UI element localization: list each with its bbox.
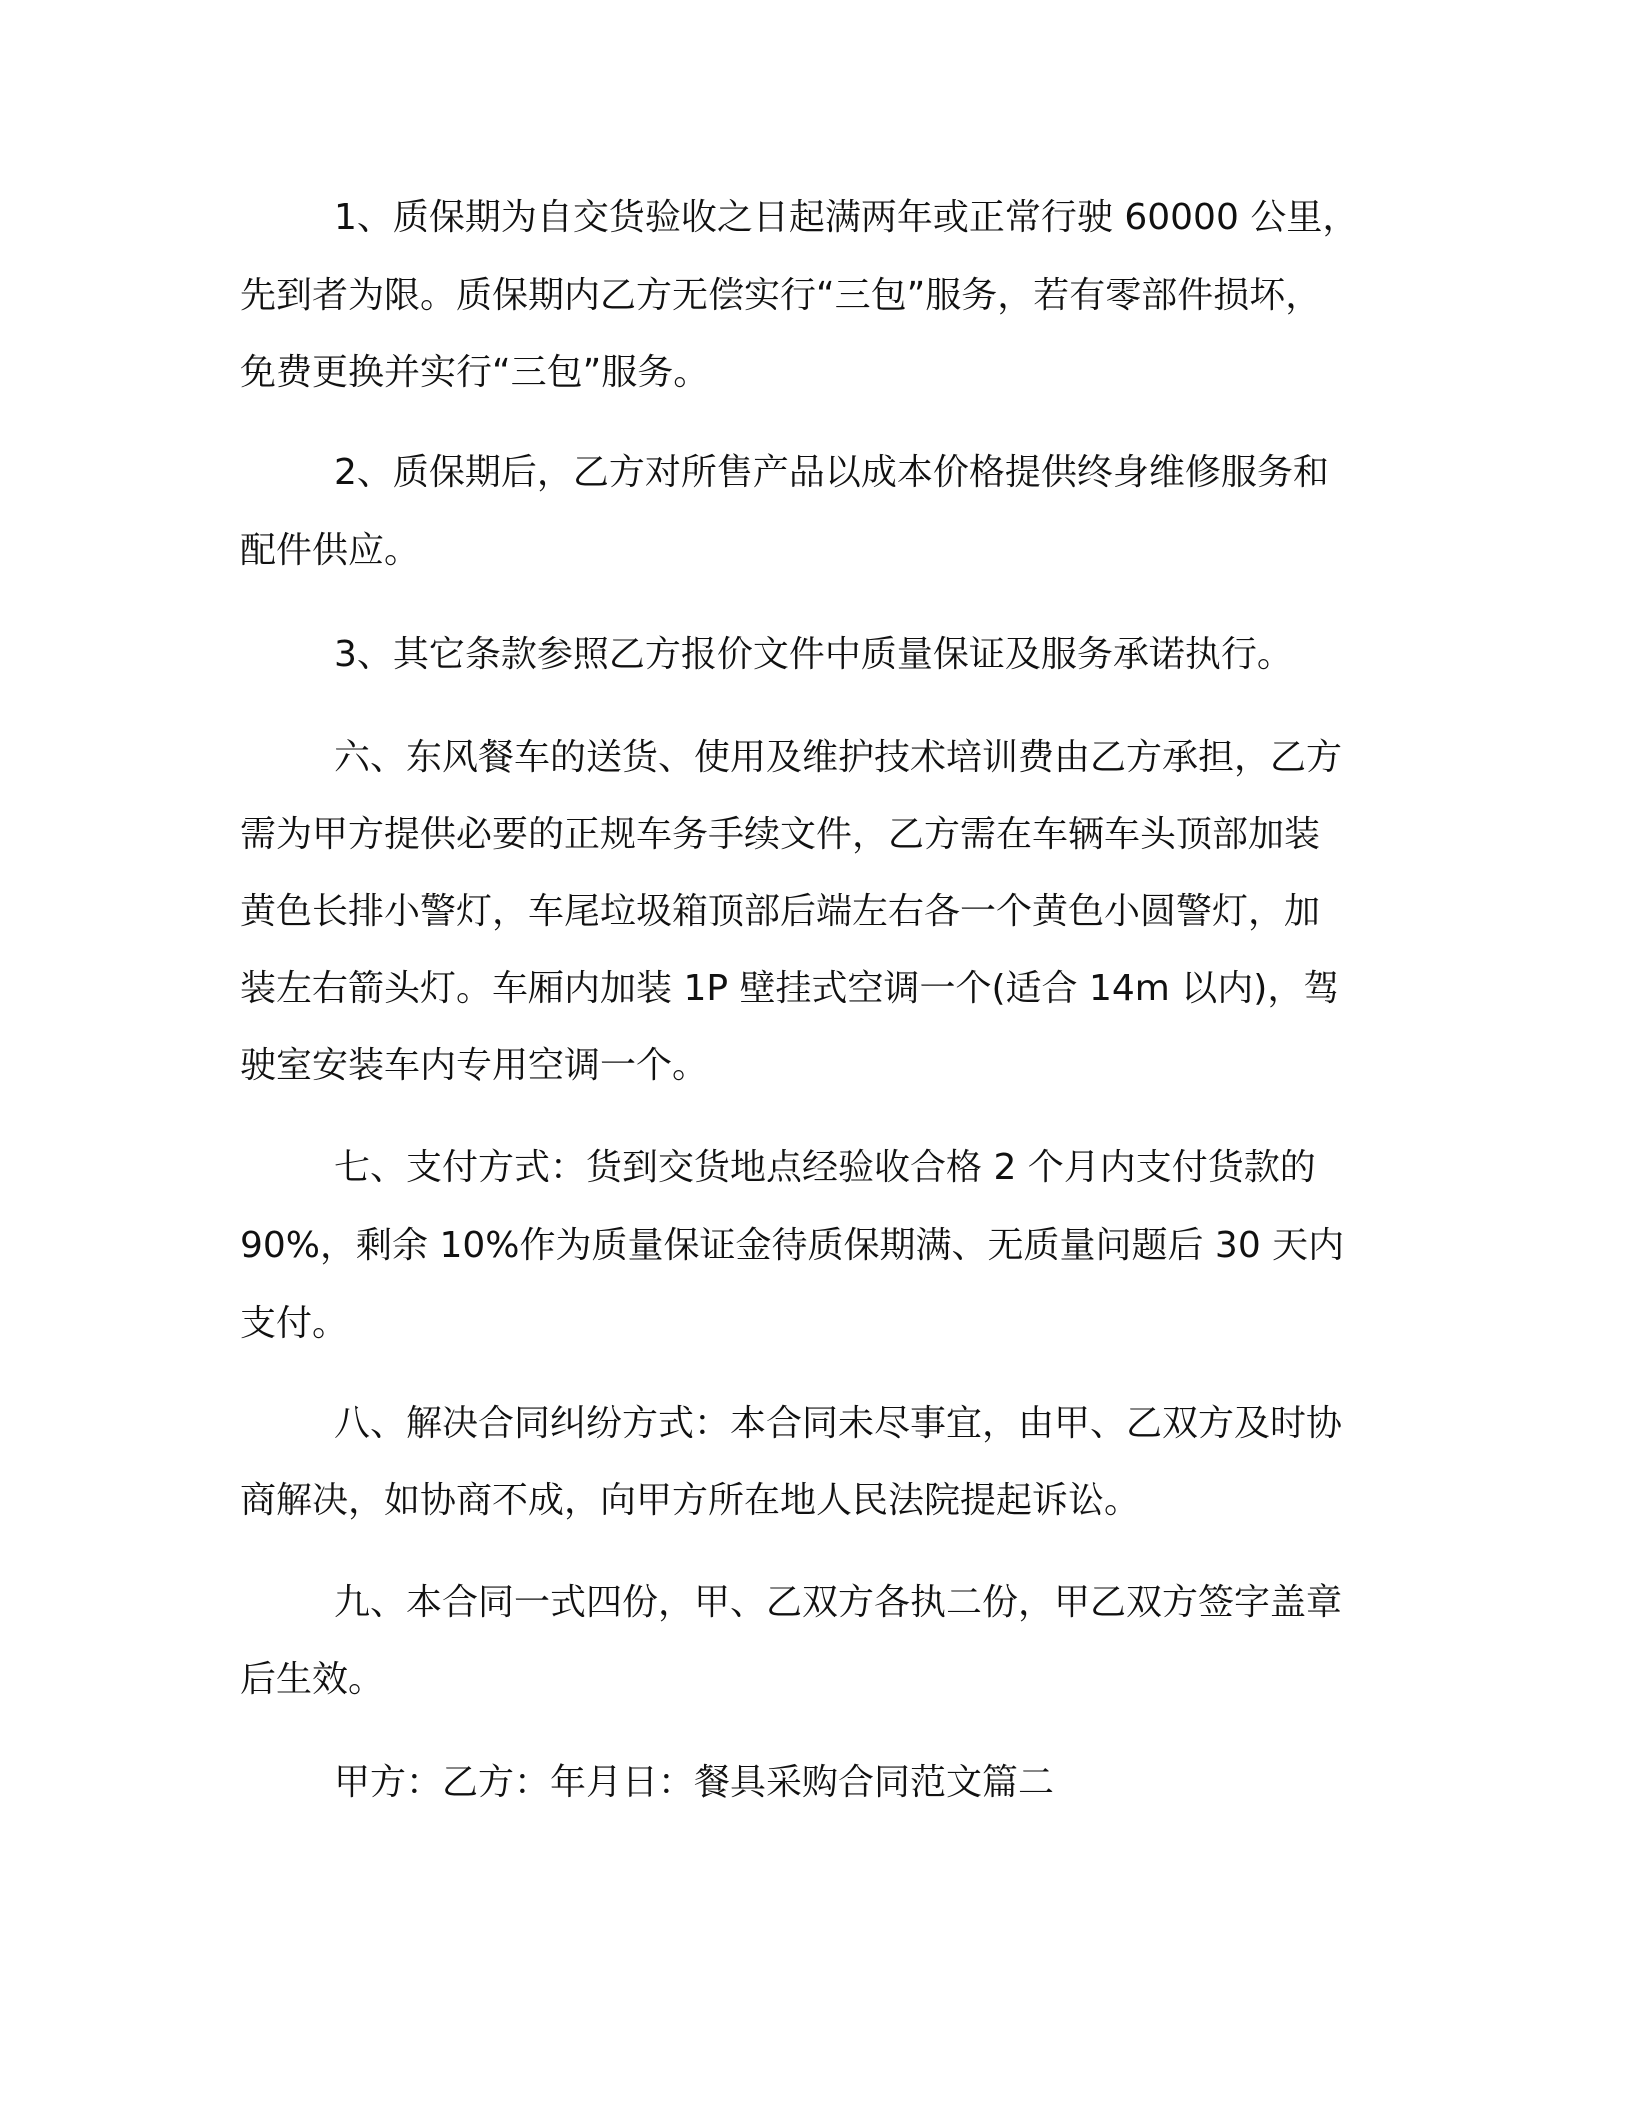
paragraph-9-line-2: 后生效。 xyxy=(240,1659,385,1700)
paragraph-3-line-1: 3、其它条款参照乙方报价文件中质量保证及服务承诺执行。 xyxy=(334,634,1293,675)
paragraph-1-line-1: 1、质保期为自交货验收之日起满两年或正常行驶 60000 公里， xyxy=(334,197,1359,238)
paragraph-2-line-2: 配件供应。 xyxy=(240,530,421,571)
paragraph-7-line-2: 90%，剩余 10%作为质量保证金待质保期满、无质量问题后 30 天内 xyxy=(240,1225,1345,1266)
paragraph-6-line-5: 驶室安装车内专用空调一个。 xyxy=(240,1045,709,1086)
paragraph-2-line-1: 2、质保期后，乙方对所售产品以成本价格提供终身维修服务和 xyxy=(334,452,1329,493)
paragraph-8-line-1: 八、解决合同纠纷方式：本合同未尽事宜，由甲、乙双方及时协 xyxy=(334,1403,1343,1444)
paragraph-7-line-1: 七、支付方式：货到交货地点经验收合格 2 个月内支付货款的 xyxy=(334,1147,1316,1188)
paragraph-6-line-1: 六、东风餐车的送货、使用及维护技术培训费由乙方承担，乙方 xyxy=(334,737,1343,778)
signature-line: 甲方：乙方：年月日：餐具采购合同范文篇二 xyxy=(334,1762,1055,1803)
paragraph-6-line-3: 黄色长排小警灯，车尾垃圾箱顶部后端左右各一个黄色小圆警灯，加 xyxy=(240,891,1321,932)
paragraph-1-line-3: 免费更换并实行“三包”服务。 xyxy=(240,352,710,393)
paragraph-6-line-2: 需为甲方提供必要的正规车务手续文件，乙方需在车辆车头顶部加装 xyxy=(240,814,1321,855)
paragraph-7-line-3: 支付。 xyxy=(240,1303,349,1344)
paragraph-6-line-4: 装左右箭头灯。车厢内加装 1P 壁挂式空调一个(适合 14m 以内)，驾 xyxy=(240,968,1340,1009)
paragraph-8-line-2: 商解决，如协商不成，向甲方所在地人民法院提起诉讼。 xyxy=(240,1480,1141,1521)
paragraph-1-line-2: 先到者为限。质保期内乙方无偿实行“三包”服务，若有零部件损坏， xyxy=(240,275,1322,316)
paragraph-9-line-1: 九、本合同一式四份，甲、乙双方各执二份，甲乙双方签字盖章 xyxy=(334,1582,1343,1623)
